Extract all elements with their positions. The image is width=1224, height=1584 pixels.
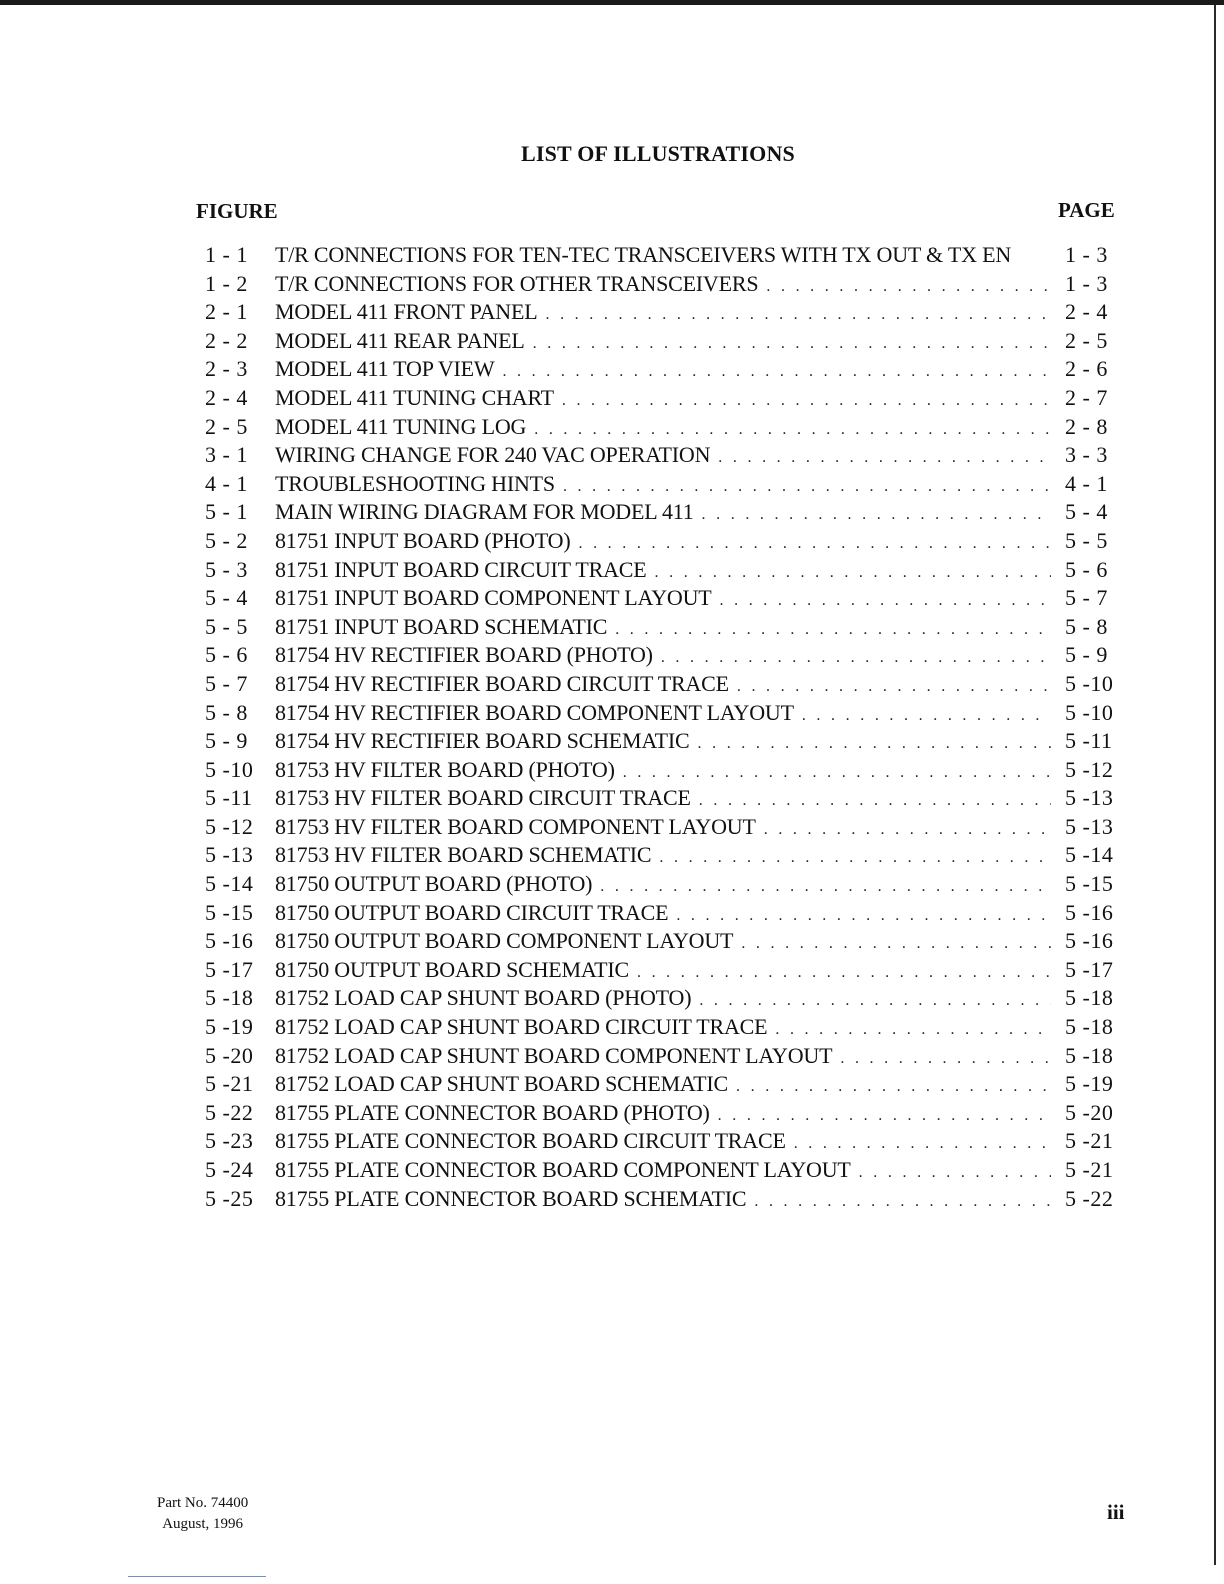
figure-title: 81755 PLATE CONNECTOR BOARD COMPONENT LAYOUT <box>275 1157 851 1182</box>
figure-page: 5 - 5 <box>1065 527 1108 553</box>
list-item <box>205 727 1125 756</box>
figure-title: 81751 INPUT BOARD CIRCUIT TRACE <box>275 556 647 582</box>
dot-leader <box>661 644 1051 673</box>
list-item <box>205 1042 1125 1071</box>
list-item <box>205 498 1125 527</box>
list-item <box>205 1099 1125 1128</box>
figure-title: 81753 HV FILTER BOARD CIRCUIT TRACE <box>275 785 691 811</box>
figure-number: 2 - 5 <box>205 413 248 439</box>
dot-leader <box>736 1073 1051 1102</box>
list-item <box>205 384 1125 413</box>
figure-title: 81751 INPUT BOARD (PHOTO) <box>275 527 571 553</box>
figure-number: 5 -12 <box>205 813 254 839</box>
figure-page: 5 - 9 <box>1065 642 1108 668</box>
figure-title: 81754 HV RECTIFIER BOARD CIRCUIT TRACE <box>275 670 729 696</box>
figure-title: 81755 PLATE CONNECTOR BOARD (PHOTO) <box>275 1099 710 1125</box>
figure-title: MODEL 411 TOP VIEW <box>275 356 495 382</box>
list-item <box>205 1127 1125 1156</box>
figure-number: 5 - 9 <box>205 728 248 754</box>
figure-number: 4 - 1 <box>205 470 248 496</box>
figure-number: 3 - 1 <box>205 442 248 468</box>
list-item <box>205 699 1125 728</box>
figure-title: 81754 HV RECTIFIER BOARD SCHEMATIC <box>275 728 690 754</box>
part-number: Part No. 74400 <box>157 1495 249 1511</box>
figure-number: 5 -17 <box>205 956 254 982</box>
figure-title: T/R CONNECTIONS FOR TEN-TEC TRANSCEIVERS WITH TX OUT & TX EN <box>275 242 1012 267</box>
list-item <box>205 756 1125 785</box>
dot-leader <box>720 587 1052 616</box>
list-item <box>205 984 1125 1013</box>
figure-number: 5 - 3 <box>205 556 248 582</box>
list-item <box>205 241 1125 270</box>
dot-leader <box>699 987 1051 1016</box>
figure-page: 5 - 7 <box>1065 585 1108 611</box>
figure-title: MODEL 411 TUNING CHART <box>275 384 554 410</box>
figure-number: 2 - 1 <box>205 299 248 325</box>
figure-title: 81751 INPUT BOARD SCHEMATIC <box>275 613 608 639</box>
figure-number: 2 - 4 <box>205 384 248 410</box>
dot-leader <box>502 358 1051 387</box>
figure-number: 5 - 5 <box>205 613 248 639</box>
figure-page: 5 -16 <box>1065 928 1114 954</box>
dot-leader <box>775 1016 1051 1045</box>
figure-number: 1 - 2 <box>205 270 248 296</box>
dot-leader <box>637 959 1051 988</box>
list-item <box>205 899 1125 928</box>
figure-title: 81753 HV FILTER BOARD (PHOTO) <box>275 756 615 782</box>
figure-number: 2 - 2 <box>205 327 248 353</box>
dot-leader <box>623 759 1051 788</box>
figure-title: WIRING CHANGE FOR 240 VAC OPERATION <box>275 442 711 468</box>
list-item <box>205 1185 1125 1214</box>
figure-page: 5 -15 <box>1065 871 1114 897</box>
dot-leader <box>737 673 1051 702</box>
figure-number: 5 -23 <box>205 1128 254 1154</box>
dot-leader <box>545 301 1051 330</box>
figure-page: 5 -16 <box>1065 899 1114 925</box>
figure-page: 5 -13 <box>1065 785 1114 811</box>
dot-leader <box>534 416 1051 445</box>
figure-page: 5 -13 <box>1065 813 1114 839</box>
figure-number: 5 -22 <box>205 1099 254 1125</box>
list-item <box>205 1156 1125 1185</box>
figure-page: 5 -20 <box>1065 1099 1114 1125</box>
figure-title: 81752 LOAD CAP SHUNT BOARD CIRCUIT TRACE <box>275 1014 768 1040</box>
dot-leader <box>600 873 1051 902</box>
list-item <box>205 613 1125 642</box>
figure-page: 5 -19 <box>1065 1071 1114 1097</box>
figure-page: 1 - 3 <box>1065 242 1108 267</box>
list-item <box>205 1013 1125 1042</box>
list-item <box>205 527 1125 556</box>
figure-number: 5 -16 <box>205 928 254 954</box>
dot-leader <box>578 530 1051 559</box>
list-item <box>205 470 1125 499</box>
page-title: LIST OF ILLUSTRATIONS <box>520 141 795 166</box>
figure-number: 5 -25 <box>205 1185 254 1211</box>
list-item <box>205 441 1125 470</box>
figure-page: 5 -18 <box>1065 985 1114 1011</box>
figure-title: MODEL 411 FRONT PANEL <box>275 299 538 325</box>
figure-page: 5 -11 <box>1065 728 1113 754</box>
dot-leader <box>718 1102 1051 1131</box>
list-item <box>205 670 1125 699</box>
dot-leader <box>655 559 1051 588</box>
dot-leader <box>562 387 1051 416</box>
figure-page: 5 - 4 <box>1065 499 1108 525</box>
list-item <box>205 327 1125 356</box>
figure-page: 5 -17 <box>1065 956 1114 982</box>
figure-number: 5 - 2 <box>205 527 248 553</box>
dot-leader <box>754 1188 1051 1217</box>
figure-title: 81752 LOAD CAP SHUNT BOARD SCHEMATIC <box>275 1071 729 1097</box>
figure-title: 81752 LOAD CAP SHUNT BOARD (PHOTO) <box>275 985 692 1011</box>
list-item <box>205 956 1125 985</box>
scan-top-edge <box>0 0 1224 5</box>
list-item <box>205 298 1125 327</box>
footer-part-info <box>157 1493 248 1535</box>
figure-number: 5 - 7 <box>205 670 248 696</box>
dot-leader <box>840 1045 1051 1074</box>
figure-title: T/R CONNECTIONS FOR OTHER TRANSCEIVERS <box>275 270 759 296</box>
dot-leader <box>766 273 1051 302</box>
scan-bottom-mark <box>128 1576 266 1577</box>
figure-page: 5 -18 <box>1065 1042 1114 1068</box>
figure-page: 5 -18 <box>1065 1014 1114 1040</box>
figure-title: 81753 HV FILTER BOARD COMPONENT LAYOUT <box>275 813 756 839</box>
figure-title: 81752 LOAD CAP SHUNT BOARD COMPONENT LAYOUT <box>275 1042 833 1068</box>
dot-leader <box>563 473 1051 502</box>
figure-page: 1 - 3 <box>1065 270 1108 296</box>
figure-number: 5 -15 <box>205 899 254 925</box>
figure-title: 81754 HV RECTIFIER BOARD (PHOTO) <box>275 642 653 668</box>
figure-title: MODEL 411 REAR PANEL <box>275 327 525 353</box>
dot-leader <box>533 330 1051 359</box>
dot-leader <box>699 787 1051 816</box>
figure-number: 5 -11 <box>205 785 253 811</box>
figure-title: 81755 PLATE CONNECTOR BOARD SCHEMATIC <box>275 1185 747 1211</box>
figure-number: 5 - 1 <box>205 499 248 525</box>
figure-page: 5 -12 <box>1065 756 1114 782</box>
dot-leader <box>702 501 1051 530</box>
list-item <box>205 870 1125 899</box>
figure-title: 81750 OUTPUT BOARD COMPONENT LAYOUT <box>275 928 734 954</box>
figure-page: 2 - 4 <box>1065 299 1108 325</box>
dot-leader <box>659 844 1051 873</box>
page-number: iii <box>1107 1500 1125 1524</box>
figure-number: 5 -18 <box>205 985 254 1011</box>
figure-title: 81751 INPUT BOARD COMPONENT LAYOUT <box>275 585 712 611</box>
list-item <box>205 841 1125 870</box>
scan-right-edge <box>1214 5 1216 1565</box>
figure-title: MAIN WIRING DIAGRAM FOR MODEL 411 <box>275 499 694 525</box>
dot-leader <box>794 1130 1051 1159</box>
figure-title: 81750 OUTPUT BOARD CIRCUIT TRACE <box>275 899 669 925</box>
figure-page: 2 - 6 <box>1065 356 1108 382</box>
figure-column-heading: FIGURE <box>196 199 278 223</box>
figure-page: 3 - 3 <box>1065 442 1108 468</box>
dot-leader <box>615 616 1051 645</box>
figure-number: 5 -14 <box>205 871 254 897</box>
list-item <box>205 413 1125 442</box>
list-item <box>205 927 1125 956</box>
figure-number: 5 -21 <box>205 1071 254 1097</box>
figure-number: 5 - 4 <box>205 585 248 611</box>
figure-page: 4 - 1 <box>1065 470 1108 496</box>
dot-leader <box>698 730 1052 759</box>
figure-number: 5 - 8 <box>205 699 248 725</box>
figure-number: 5 -10 <box>205 756 254 782</box>
figure-title: 81750 OUTPUT BOARD (PHOTO) <box>275 871 593 897</box>
figure-page: 2 - 8 <box>1065 413 1108 439</box>
figure-page: 2 - 7 <box>1065 384 1108 410</box>
list-item <box>205 355 1125 384</box>
figure-title: MODEL 411 TUNING LOG <box>275 413 527 439</box>
figure-page: 5 - 8 <box>1065 613 1108 639</box>
figure-title: TROUBLESHOOTING HINTS <box>275 470 555 496</box>
list-item <box>205 556 1125 585</box>
figure-page: 5 -22 <box>1065 1185 1114 1211</box>
dot-leader <box>741 930 1051 959</box>
dot-leader <box>764 816 1051 845</box>
figure-number: 5 -13 <box>205 842 254 868</box>
dot-leader <box>859 1159 1051 1188</box>
list-item <box>205 641 1125 670</box>
dot-leader <box>718 444 1051 473</box>
figure-page: 5 -10 <box>1065 670 1114 696</box>
figure-number: 1 - 1 <box>205 242 248 267</box>
page-column-heading: PAGE <box>1058 198 1115 222</box>
illustrations-list <box>205 241 1125 1213</box>
publication-date: August, 1996 <box>162 1516 244 1532</box>
figure-number: 5 -24 <box>205 1157 254 1182</box>
figure-number: 2 - 3 <box>205 356 248 382</box>
figure-page: 5 - 6 <box>1065 556 1108 582</box>
figure-number: 5 - 6 <box>205 642 248 668</box>
figure-page: 2 - 5 <box>1065 327 1108 353</box>
list-item <box>205 1070 1125 1099</box>
list-item <box>205 784 1125 813</box>
figure-title: 81754 HV RECTIFIER BOARD COMPONENT LAYOUT <box>275 699 794 725</box>
figure-title: 81750 OUTPUT BOARD SCHEMATIC <box>275 956 629 982</box>
figure-title: 81755 PLATE CONNECTOR BOARD CIRCUIT TRACE <box>275 1128 786 1154</box>
figure-page: 5 -21 <box>1065 1128 1114 1154</box>
list-item <box>205 813 1125 842</box>
list-item <box>205 584 1125 613</box>
list-item <box>205 270 1125 299</box>
figure-number: 5 -20 <box>205 1042 254 1068</box>
figure-page: 5 -10 <box>1065 699 1114 725</box>
figure-number: 5 -19 <box>205 1014 254 1040</box>
dot-leader <box>802 702 1051 731</box>
figure-page: 5 -21 <box>1065 1157 1114 1182</box>
figure-title: 81753 HV FILTER BOARD SCHEMATIC <box>275 842 652 868</box>
figure-page: 5 -14 <box>1065 842 1114 868</box>
dot-leader <box>676 902 1051 931</box>
